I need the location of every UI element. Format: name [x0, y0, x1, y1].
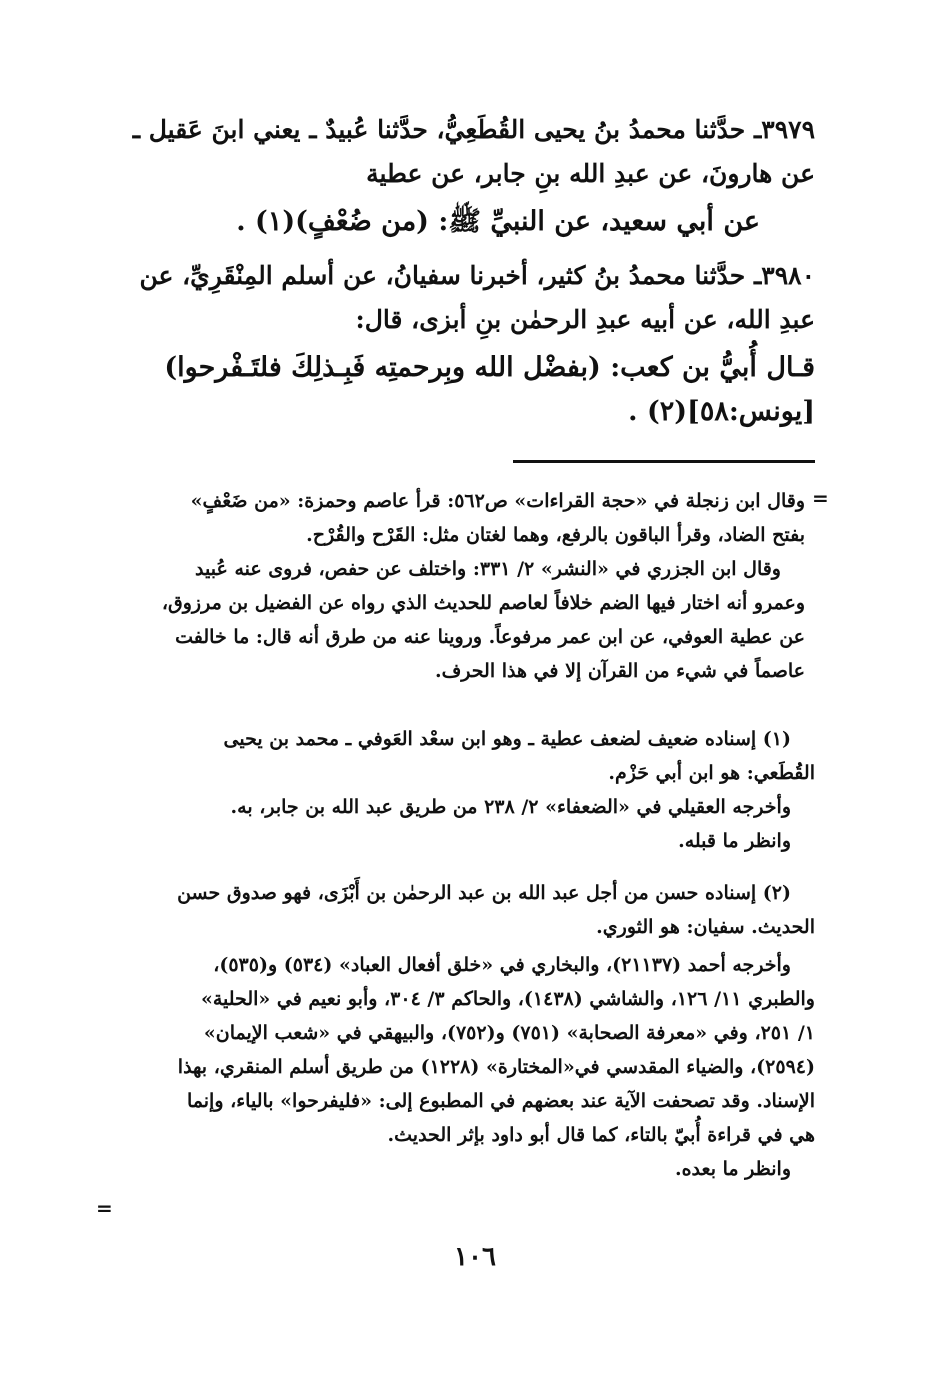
text-line: عن عطية العوفي، عن ابن عمر مرفوعاً. وروينا عنه من طرق أنه قال: ما خالفت	[175, 626, 805, 648]
text-line: (٢٥٩٤)، والضياء المقدسي في«المختارة» (١٢٢٨) من طريق أسلم المنقري، بهذا	[177, 1056, 815, 1078]
text-line: وقال ابن زنجلة في «حجة القراءات» ص٥٦٢: قرأ عاصم وحمزة: «من ضَعْفٍ»	[190, 490, 805, 512]
continuation-marker: =	[812, 486, 829, 510]
text-line: (١) إسناده ضعيف لضعف عطية ـ وهو ابن سعْد العَوفي ـ محمد بن يحيى	[223, 728, 791, 750]
text-line: وأخرجه أحمد (٢١١٣٧)، والبخاري في «خلق أفعال العباد» (٥٣٤) و(٥٣٥)،	[213, 954, 791, 976]
text-line: ٣٩٧٩ـ حدَّثنا محمدُ بنُ يحيى القُطَعِيُّ، حدَّثنا عُبيدٌ ـ يعني ابنَ عَقيل ـ	[132, 115, 815, 144]
text-line: وانظر ما قبله.	[678, 830, 791, 852]
hadith-3980-isnad	[112, 254, 815, 342]
text-line: وعمرو أنه اختار فيها الضم خلافاً لعاصم للحديث الذي رواه عن الفضيل بن مرزوق،	[161, 592, 805, 614]
footnote-1	[105, 722, 815, 858]
text-line: ١/ ٢٥١، وفي «معرفة الصحابة» (٧٥١) و(٧٥٢)، والبيهقي في «شعب الإيمان»	[203, 1022, 815, 1044]
text-line: وأخرجه العقيلي في «الضعفاء» ٢/ ٢٣٨ من طريق عبد الله بن جابر، به.	[230, 796, 791, 818]
text-line: القُطَعي: هو ابن أبي حَزْم.	[608, 762, 815, 784]
continuation-marker: =	[96, 1196, 113, 1220]
text-line: بفتح الضاد، وقرأ الباقون بالرفع، وهما لغتان مثل: القَرْح والقُرْح.	[306, 524, 805, 546]
text-line: عبدِ الله، عن أبيه عبدِ الرحمٰن بنِ أبزى، قال:	[355, 305, 815, 334]
text-line: ٣٩٨٠ـ حدَّثنا محمدُ بنُ كثير، أخبرنا سفيانُ، عن أسلم المِنْقَرِيِّ، عن	[139, 261, 815, 290]
text-line: (٢) إسناده حسن من أجل عبد الله بن عبد الرحمٰن بن أَبْزَى، فهو صدوق حسن	[177, 882, 791, 904]
text-line: عاصماً في شيء من القرآن إلا في هذا الحرف.	[434, 660, 805, 682]
page-number: ١٠٦	[454, 1242, 496, 1272]
text-line: عن هارونَ، عن عبدِ الله بنِ جابر، عن عطية	[366, 159, 815, 188]
footnote-separator	[513, 460, 815, 463]
text-line: قـال أُبيُّ بن كعب: (بفضْل الله وبِرحمتِه فَبِـذلِكَ فلتَـفْرحوا)	[164, 352, 815, 383]
hadith-3979-isnad	[112, 108, 815, 196]
hadith-3980-text	[112, 346, 815, 434]
text-line: وقال ابن الجزري في «النشر» ٢/ ٣٣١: واختلف عن حفص، فروى عنه عُبيد	[195, 558, 781, 580]
text-line: والطبري ١١/ ١٢٦، والشاشي (١٤٣٨)، والحاكم ٣/ ٣٠٤، وأبو نعيم في «الحلية»	[200, 988, 815, 1010]
text-line: وانظر ما بعده.	[674, 1158, 791, 1180]
footnote-continued	[105, 484, 805, 688]
footnote-2	[105, 876, 815, 1186]
text-line: [يونس:٥٨](٢) .	[628, 396, 815, 427]
text-line: الإسناد. وقد تصحفت الآية عند بعضهم في المطبوع إلى: «فليفرحوا» بالياء، وإنما	[186, 1090, 815, 1112]
text-line: الحديث. سفيان: هو الثوري.	[596, 916, 815, 938]
hadith-3979-text	[112, 200, 760, 244]
text-line: عن أبي سعيد، عن النبيِّ ﷺ: (من ضُعْفٍ)(١) .	[236, 206, 760, 237]
text-line: هي في قراءة أُبيّ بالتاء، كما قال أبو داود بإثر الحديث.	[387, 1124, 815, 1146]
